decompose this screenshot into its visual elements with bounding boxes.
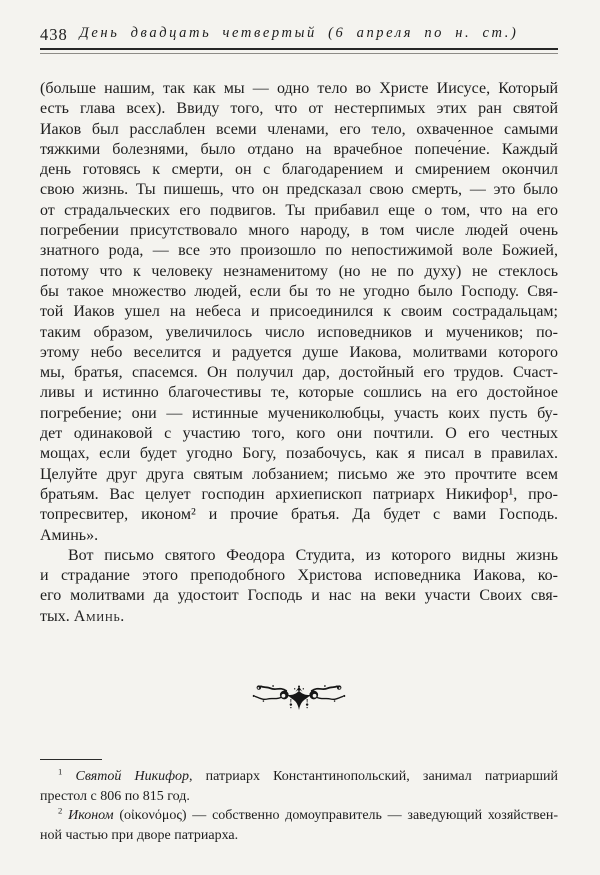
text-line: от страдальческих его подвигов. Ты прибавил еще о том, что на его [40,201,558,219]
text-line: потому что к человеку незнаменитому (но не по духу) не стеклось [40,262,558,280]
paragraph-1 [40,79,558,546]
text-line: тяжкими болезнями, было отдано на врачебное попече́ние. Каждый [40,140,558,158]
text-line: свою жизнь. Ты пишешь, что он предсказал свою смерть, — это было [40,181,558,199]
header-rule-thin [40,53,558,54]
text-line: ливы и истинно благочестивы те, которые сошлись на его достойное [40,384,558,402]
text-line: погребение; они — истинные мучениколюбцы, участь коих пусть бу- [40,404,558,422]
text-line: $^2$ Иконом (οἰκονόμος) — собственно домоуправитель — заведующий хозяйствен- [58,806,558,824]
text-line: Целуйте друг друга святым лобзанием; письмо же это прочтите всем [40,465,558,483]
footnote-1 [40,767,558,806]
page-number: 438 [40,25,68,44]
page-header [40,25,558,45]
text-line: день готовясь к смерти, он с благодарением и смирением окончил [40,161,558,179]
footnotes [40,767,558,845]
footnote-2 [40,806,558,845]
fleuron-ornament-icon [238,684,360,713]
text-line: той Иаков ушел на небеса и присоединился к своим сострадальцам; [40,303,558,321]
text-line: тых. Аминь. [40,607,125,625]
text-line: Вот письмо святого Феодора Студита, из которого видны жизнь [68,546,558,564]
text-line: знатного рода, — все это произошло по непостижимой воле Божией, [40,242,558,260]
body-text [40,79,558,627]
text-line: Иаков был расслаблен всеми членами, его тело, охваченное самыми [40,120,558,138]
running-title: День двадцать четвертый (6 апреля по н. ст.) [79,25,519,41]
text-line: бы такое множество людей, если бы то не угодно было Господу. Свя- [40,282,558,300]
text-line: $^1$ Святой Никифор, патриарх Константинопольский, занимал патриарший [58,767,558,785]
text-line: ной частью при дворе патриарха. [40,827,239,843]
text-line: дет одинаковой с участию того, кого они почтили. О его честных [40,425,558,443]
paragraph-2 [40,546,558,627]
text-line: (больше нашим, так как мы — одно тело во Христе Иисусе, Который [40,80,558,97]
text-line: братьям. Вас целует господин архиепископ патриарх Никифор¹, про- [40,485,558,503]
footnote-separator [40,759,102,760]
text-line: Аминь». [40,526,99,544]
text-line: престол с 806 по 815 год. [40,788,190,804]
text-line: его молитвами да удостоит Господь и нас на веки участи Своих свя- [40,587,558,605]
text-line: мощах, если будет угодно Богу, позабочусь, как я писал в правилах. [40,445,558,463]
text-line: есть глава всех). Ввиду того, что от нестерпимых этих ран святой [40,100,558,118]
text-line: топресвитер, иконом² и прочие братья. Да будет с вами Господь. [40,506,558,524]
text-line: этому небо веселится и радуется душе Иакова, молитвами которого [40,343,558,361]
text-line: погребении присутствовало много народу, в том числе людей очень [40,222,558,240]
text-line: и страдание этого преподобного Христова исповедника Иакова, ко- [40,567,558,585]
text-line: мы, братья, спасемся. Он получил дар, достойный его трудов. Счаст- [40,364,558,382]
header-rule-thick [40,48,558,50]
text-line: таким образом, увеличилось число исповедников и мучеников; по- [40,323,558,341]
fleuron-ornament-wrap [40,684,558,714]
